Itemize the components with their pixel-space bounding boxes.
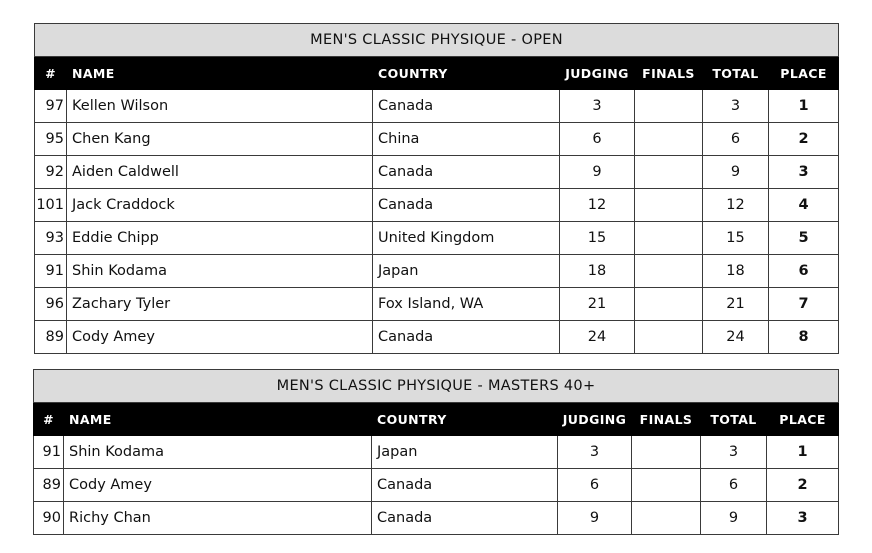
competitor-number: 92	[35, 156, 67, 189]
judging-score: 15	[560, 222, 635, 255]
column-header-judging: JUDGING	[560, 57, 635, 90]
column-header-place: PLACE	[769, 57, 839, 90]
finals-score	[635, 123, 703, 156]
total-score: 6	[701, 469, 767, 502]
competitor-name: Eddie Chipp	[67, 222, 373, 255]
competitor-name: Chen Kang	[67, 123, 373, 156]
table-body	[34, 370, 839, 535]
competitor-number: 90	[34, 502, 64, 535]
competitor-name: Kellen Wilson	[67, 90, 373, 123]
competitor-country: Canada	[373, 156, 560, 189]
competitor-country: United Kingdom	[373, 222, 560, 255]
table-row	[35, 222, 839, 255]
competitor-name: Cody Amey	[67, 321, 373, 354]
finals-score	[632, 502, 701, 535]
column-header-total: TOTAL	[703, 57, 769, 90]
table-title: MEN'S CLASSIC PHYSIQUE - OPEN	[35, 24, 839, 57]
total-score: 24	[703, 321, 769, 354]
column-header-row	[34, 403, 839, 436]
column-header-name: NAME	[67, 57, 373, 90]
placing: 3	[769, 156, 839, 189]
table-row	[34, 469, 839, 502]
competitor-number: 95	[35, 123, 67, 156]
competitor-country: Japan	[373, 255, 560, 288]
column-header-judging: JUDGING	[558, 403, 632, 436]
total-score: 6	[703, 123, 769, 156]
column-header-country: COUNTRY	[373, 57, 560, 90]
column-header-country: COUNTRY	[372, 403, 558, 436]
competitor-country: Canada	[373, 90, 560, 123]
finals-score	[632, 469, 701, 502]
judging-score: 3	[560, 90, 635, 123]
table-row	[35, 255, 839, 288]
finals-score	[635, 156, 703, 189]
competitor-name: Aiden Caldwell	[67, 156, 373, 189]
judging-score: 6	[560, 123, 635, 156]
competitor-number: 96	[35, 288, 67, 321]
placing: 1	[769, 90, 839, 123]
placing: 6	[769, 255, 839, 288]
table-row	[35, 123, 839, 156]
placing: 7	[769, 288, 839, 321]
competitor-number: 91	[35, 255, 67, 288]
table-row	[35, 321, 839, 354]
finals-score	[635, 189, 703, 222]
finals-score	[635, 288, 703, 321]
placing: 8	[769, 321, 839, 354]
competitor-name: Jack Craddock	[67, 189, 373, 222]
table-title: MEN'S CLASSIC PHYSIQUE - MASTERS 40+	[34, 370, 839, 403]
table-row	[35, 156, 839, 189]
finals-score	[635, 321, 703, 354]
competitor-name: Zachary Tyler	[67, 288, 373, 321]
results-table-open	[34, 23, 839, 354]
table-row	[35, 90, 839, 123]
placing: 3	[767, 502, 839, 535]
competitor-number: 91	[34, 436, 64, 469]
judging-score: 21	[560, 288, 635, 321]
column-header-total: TOTAL	[701, 403, 767, 436]
judging-score: 9	[558, 502, 632, 535]
total-score: 3	[701, 436, 767, 469]
table-title-row	[35, 24, 839, 57]
competitor-country: Japan	[372, 436, 558, 469]
table-row	[34, 502, 839, 535]
competitor-name: Shin Kodama	[67, 255, 373, 288]
table-body	[35, 24, 839, 354]
finals-score	[632, 436, 701, 469]
column-header-number: #	[34, 403, 64, 436]
total-score: 12	[703, 189, 769, 222]
placing: 2	[769, 123, 839, 156]
judging-score: 18	[560, 255, 635, 288]
judging-score: 24	[560, 321, 635, 354]
competitor-number: 89	[34, 469, 64, 502]
column-header-finals: FINALS	[632, 403, 701, 436]
table-row	[35, 288, 839, 321]
column-header-name: NAME	[64, 403, 372, 436]
competitor-number: 101	[35, 189, 67, 222]
column-header-place: PLACE	[767, 403, 839, 436]
placing: 1	[767, 436, 839, 469]
table-row	[34, 436, 839, 469]
results-table-masters-40	[33, 369, 839, 535]
competitor-country: Canada	[373, 321, 560, 354]
competitor-country: China	[373, 123, 560, 156]
total-score: 9	[703, 156, 769, 189]
placing: 4	[769, 189, 839, 222]
placing: 5	[769, 222, 839, 255]
total-score: 3	[703, 90, 769, 123]
total-score: 9	[701, 502, 767, 535]
table-row	[35, 189, 839, 222]
competitor-number: 97	[35, 90, 67, 123]
finals-score	[635, 255, 703, 288]
total-score: 15	[703, 222, 769, 255]
judging-score: 12	[560, 189, 635, 222]
total-score: 18	[703, 255, 769, 288]
competitor-name: Shin Kodama	[64, 436, 372, 469]
competitor-name: Cody Amey	[64, 469, 372, 502]
judging-score: 3	[558, 436, 632, 469]
judging-score: 6	[558, 469, 632, 502]
total-score: 21	[703, 288, 769, 321]
competitor-country: Canada	[372, 469, 558, 502]
competitor-number: 89	[35, 321, 67, 354]
table-title-row	[34, 370, 839, 403]
judging-score: 9	[560, 156, 635, 189]
placing: 2	[767, 469, 839, 502]
finals-score	[635, 90, 703, 123]
column-header-row	[35, 57, 839, 90]
finals-score	[635, 222, 703, 255]
column-header-finals: FINALS	[635, 57, 703, 90]
competitor-country: Canada	[373, 189, 560, 222]
competitor-name: Richy Chan	[64, 502, 372, 535]
competitor-country: Fox Island, WA	[373, 288, 560, 321]
competitor-country: Canada	[372, 502, 558, 535]
competitor-number: 93	[35, 222, 67, 255]
column-header-number: #	[35, 57, 67, 90]
